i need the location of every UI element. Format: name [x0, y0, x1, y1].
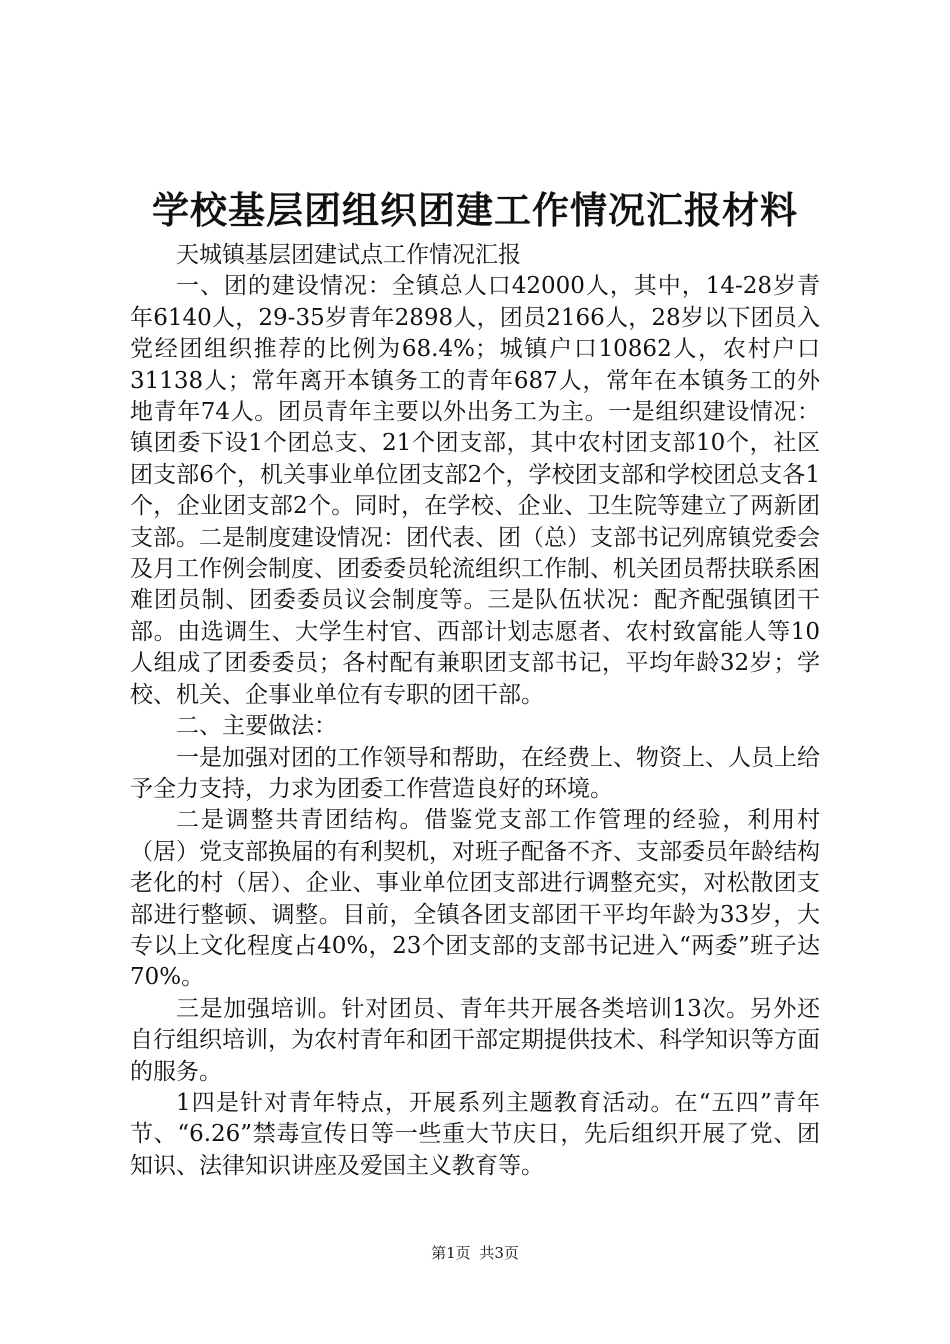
- paragraph-section-1: 一、团的建设情况：全镇总人口42000人，其中，14-28岁青年6140人，29-35岁青年2898人，团员2166人，28岁以下团员入党经团组织推荐的比例为68.4%；城镇户口10862人，农村户口31138人；常年离开本镇务工的青年687人，常年在本镇务工的外地青年74人。团员青年主要以外出务工为主。一是组织建设情况：镇团委下设1个团总支、21个团支部，其中农村团支部10个，社区团支部6个，机关事业单位团支部2个，学校团支部和学校团总支各1个，企业团支部2个。同时，在学校、企业、卫生院等建立了两新团支部。二是制度建设情况：团代表、团（总）支部书记列席镇党委会及月工作例会制度、团委委员轮流组织工作制、机关团员帮扶联系困难团员制、团委委员议会制度等。三是队伍状况：配齐配强镇团干部。由选调生、大学生村官、西部计划志愿者、农村致富能人等10人组成了团委委员；各村配有兼职团支部书记，平均年龄32岁；学校、机关、企事业单位有专职的团干部。: [130, 273, 820, 708]
- paragraph-measure-4: 1四是针对青年特点，开展系列主题教育活动。在“五四”青年节、“6.26”禁毒宣传日等一些重大节庆日，先后组织开展了党、团知识、法律知识讲座及爱国主义教育等。: [130, 1089, 820, 1179]
- document-title: 学校基层团组织团建工作情况汇报材料: [152, 189, 798, 232]
- page-number: 第1页: [431, 1244, 471, 1262]
- paragraph-section-2-heading: 二、主要做法：: [176, 713, 337, 740]
- paragraph-subtitle: 天城镇基层团建试点工作情况汇报: [176, 242, 521, 268]
- paragraph-measure-3: 三是加强培训。针对团员、青年共开展各类培训13次。另外还自行组织培训，为农村青年和团干部定期提供技术、科学知识等方面的服务。: [130, 995, 820, 1085]
- page-footer: [0, 1243, 950, 1263]
- page-total: 共3页: [479, 1244, 519, 1262]
- paragraph-measure-2: 二是调整共青团结构。借鉴党支部工作管理的经验，利用村（居）党支部换届的有利契机，对班子配备不齐、支部委员年龄结构老化的村（居）、企业、事业单位团支部进行调整充实，对松散团支部进行整顿、调整。目前，全镇各团支部团干平均年龄为33岁，大专以上文化程度占40%，23个团支部的支部书记进入“两委”班子达70%。: [130, 807, 820, 991]
- document-body: [130, 240, 820, 1182]
- paragraph-measure-1: 一是加强对团的工作领导和帮助，在经费上、物资上、人员上给予全力支持，力求为团委工作营造良好的环境。: [130, 744, 820, 802]
